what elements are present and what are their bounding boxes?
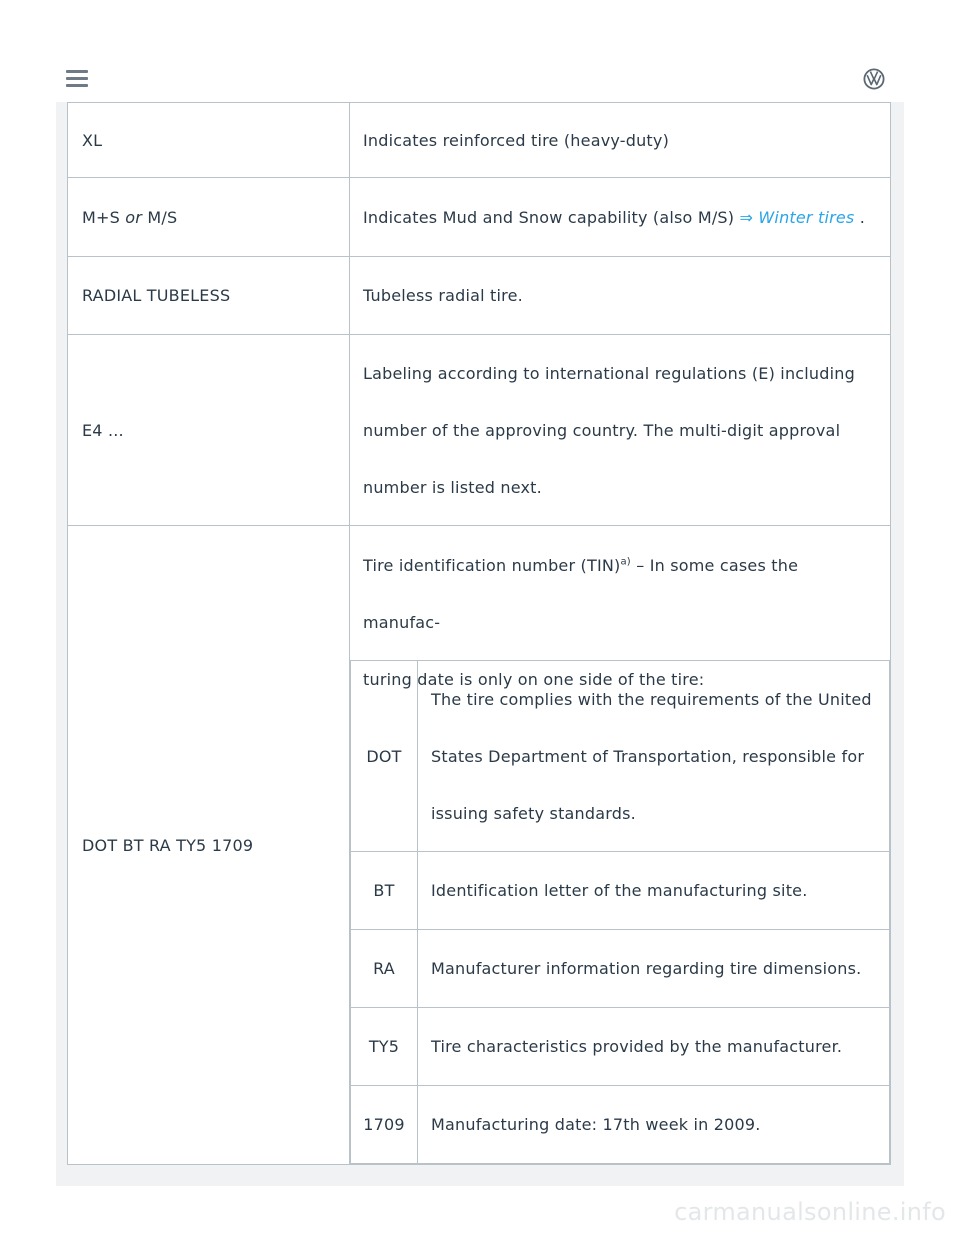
marking-code: XL <box>68 103 350 178</box>
table-row <box>351 1008 890 1086</box>
table-row <box>68 103 891 178</box>
description-line: number is listed next. <box>363 477 542 497</box>
winter-tires-link[interactable]: ⇒ Winter tires <box>739 207 855 227</box>
marking-code <box>68 178 350 257</box>
table-row <box>68 335 891 526</box>
table-row <box>351 930 890 1008</box>
tin-code: 1709 <box>351 1086 418 1164</box>
tin-description: Manufacturer information regarding tire dimensions. <box>418 930 890 1008</box>
description-line: turing date is only on one side of the tire: <box>363 670 705 689</box>
marking-description <box>350 335 891 526</box>
tin-code: TY5 <box>351 1008 418 1086</box>
footnote-marker: a) <box>620 556 631 568</box>
tin-description: Tire characteristics provided by the manufacturer. <box>418 1008 890 1086</box>
description-line: The tire complies with the requirements of the United <box>431 689 872 709</box>
hamburger-menu-icon[interactable] <box>66 70 88 88</box>
table-row <box>68 257 891 335</box>
marking-code: RADIAL TUBELESS <box>68 257 350 335</box>
marking-description: Indicates reinforced tire (heavy-duty) <box>350 103 891 178</box>
tin-code: RA <box>351 930 418 1008</box>
marking-code-primary: M+S <box>82 207 120 227</box>
description-end: . <box>859 207 866 227</box>
description-line: issuing safety standards. <box>431 803 636 823</box>
table-row <box>68 178 891 257</box>
intro-text: Tire identification number (TIN) <box>363 556 621 575</box>
tin-description <box>418 661 890 852</box>
table-row <box>68 526 891 1165</box>
vw-logo-icon[interactable] <box>863 68 885 90</box>
description-line: number of the approving country. The multi-digit approval <box>363 420 841 440</box>
marking-description <box>350 178 891 257</box>
watermark: carmanualsonline.info <box>674 1198 946 1226</box>
marking-description <box>350 526 891 1165</box>
tin-description: Identification letter of the manufacturing site. <box>418 852 890 930</box>
description-text: Indicates Mud and Snow capability (also M/S) <box>363 207 735 227</box>
table-row <box>351 661 890 852</box>
marking-code-or: or <box>125 207 143 227</box>
intro-text-cont: – In some cases the manufac- <box>363 556 799 632</box>
tire-markings-table <box>67 102 891 1165</box>
marking-description: Tubeless radial tire. <box>350 257 891 335</box>
tin-intro <box>350 526 890 689</box>
tin-breakdown-table <box>350 660 890 1164</box>
marking-code: DOT BT RA TY5 1709 <box>68 526 350 1165</box>
tin-code: DOT <box>351 661 418 852</box>
tin-code: BT <box>351 852 418 930</box>
marking-code: E4 ... <box>68 335 350 526</box>
description-line: Labeling according to international regulations (E) including <box>363 363 855 383</box>
top-bar <box>0 0 960 102</box>
description-line: States Department of Transportation, responsible for <box>431 746 865 766</box>
table-row <box>351 852 890 930</box>
description-line <box>363 537 878 651</box>
marking-code-alternate: M/S <box>147 207 178 227</box>
table-row <box>351 1086 890 1164</box>
tin-description: Manufacturing date: 17th week in 2009. <box>418 1086 890 1164</box>
